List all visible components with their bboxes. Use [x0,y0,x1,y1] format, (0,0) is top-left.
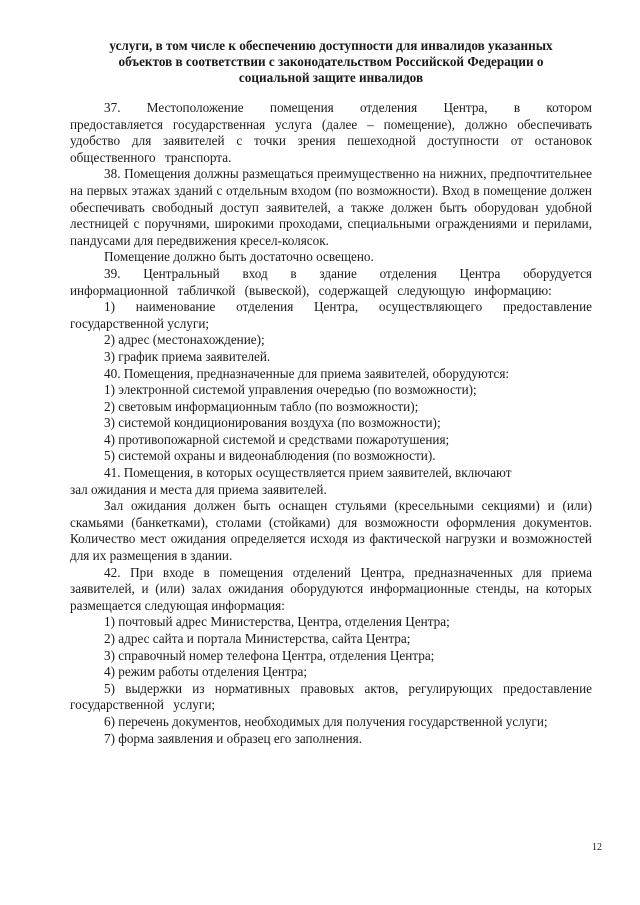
list-item: 6) перечень документов, необходимых для получения государственной услуги; [104,713,548,729]
paragraph-42: 42. При входе в помещения отделений Центра, предназначенных для приема заявителей, и (или) залах ожидания оборудуются информационные стенды, на которых размещается следующая информация: [70,564,592,613]
paragraph-37: 37. Местоположение помещения отделения Центра, в котором предоставляется государственная услуга (далее – помещение), должно обеспечивать удобство для заявителей с точки зрения пешеходной доступности от остановок общественного транспорта. [70,100,592,165]
list-item: 4) режим работы отделения Центра; [104,664,307,680]
paragraph-39: 39. Центральный вход в здание отделения Центра оборудуется информационной табличкой (вывеской), содержащей следующую информацию: [70,265,592,298]
paragraph-41-waiting-room: Зал ожидания должен быть оснащен стульями (кресельными секциями) и (или) скамьями (банкетками), столами (стойками) для возможности оформления документов. Количество мест ожидания определяется исходя из фактической нагрузки и возможностей для их размещения в здании. [70,498,592,564]
list-item: 7) форма заявления и образец его заполнения. [104,730,362,746]
heading-line-2: объектов в соответствии с законодательством Российской Федерации о [118,54,544,69]
list-item: 4) противопожарной системой и средствами пожаротушения; [104,431,450,447]
heading-line-3: социальной защите инвалидов [238,70,424,85]
list-item: 5) выдержки из нормативных правовых актов, регулирующих предоставление государственной услуги; [70,680,592,713]
section-heading [70,38,592,86]
list-item: 2) адрес сайта и портала Министерства, сайта Центра; [104,631,411,646]
page-number: 12 [592,842,602,853]
paragraph-38: 38. Помещения должны размещаться преимущественно на нижних, предпочтительнее на первых этажах зданий с отдельным входом (по возможности). Вход в помещение должен обеспечивать свободный доступ заявителей, а также должен быть оборудован удобной лестницей с поручнями, широкими проходами, специальными ограждениями и перилами, пандусами для передвижения кресел-колясок. [70,166,592,248]
list-item: 1) почтовый адрес Министерства, Центра, отделения Центра; [104,614,450,630]
list-item: 1) электронной системой управления очередью (по возможности); [104,382,477,398]
list-item: 3) системой кондиционирования воздуха (по возможности); [104,415,441,431]
list-item: 1) наименование отделения Центра, осуществляющего предоставление государственной услуги; [70,299,592,331]
list-item: 3) график приема заявителей. [104,348,271,364]
list-item: 2) адрес (местонахождение); [104,332,265,348]
list-item: 2) световым информационным табло (по возможности); [104,398,419,414]
heading-line-1: услуги, в том числе к обеспечению доступности для инвалидов указанных [109,38,553,53]
paragraph-41-line-1: 41. Помещения, в которых осуществляется прием заявителей, включают [104,465,512,481]
list-item: 3) справочный номер телефона Центра, отделения Центра; [104,647,435,663]
paragraph-41-line-2: зал ожидания и места для приема заявителей. [70,481,327,497]
paragraph-40: 40. Помещения, предназначенные для приема заявителей, оборудуются: [104,365,510,381]
paragraph-38-lighting: Помещение должно быть достаточно освещено. [104,249,374,265]
list-item: 5) системой охраны и видеонаблюдения (по возможности). [104,448,436,464]
